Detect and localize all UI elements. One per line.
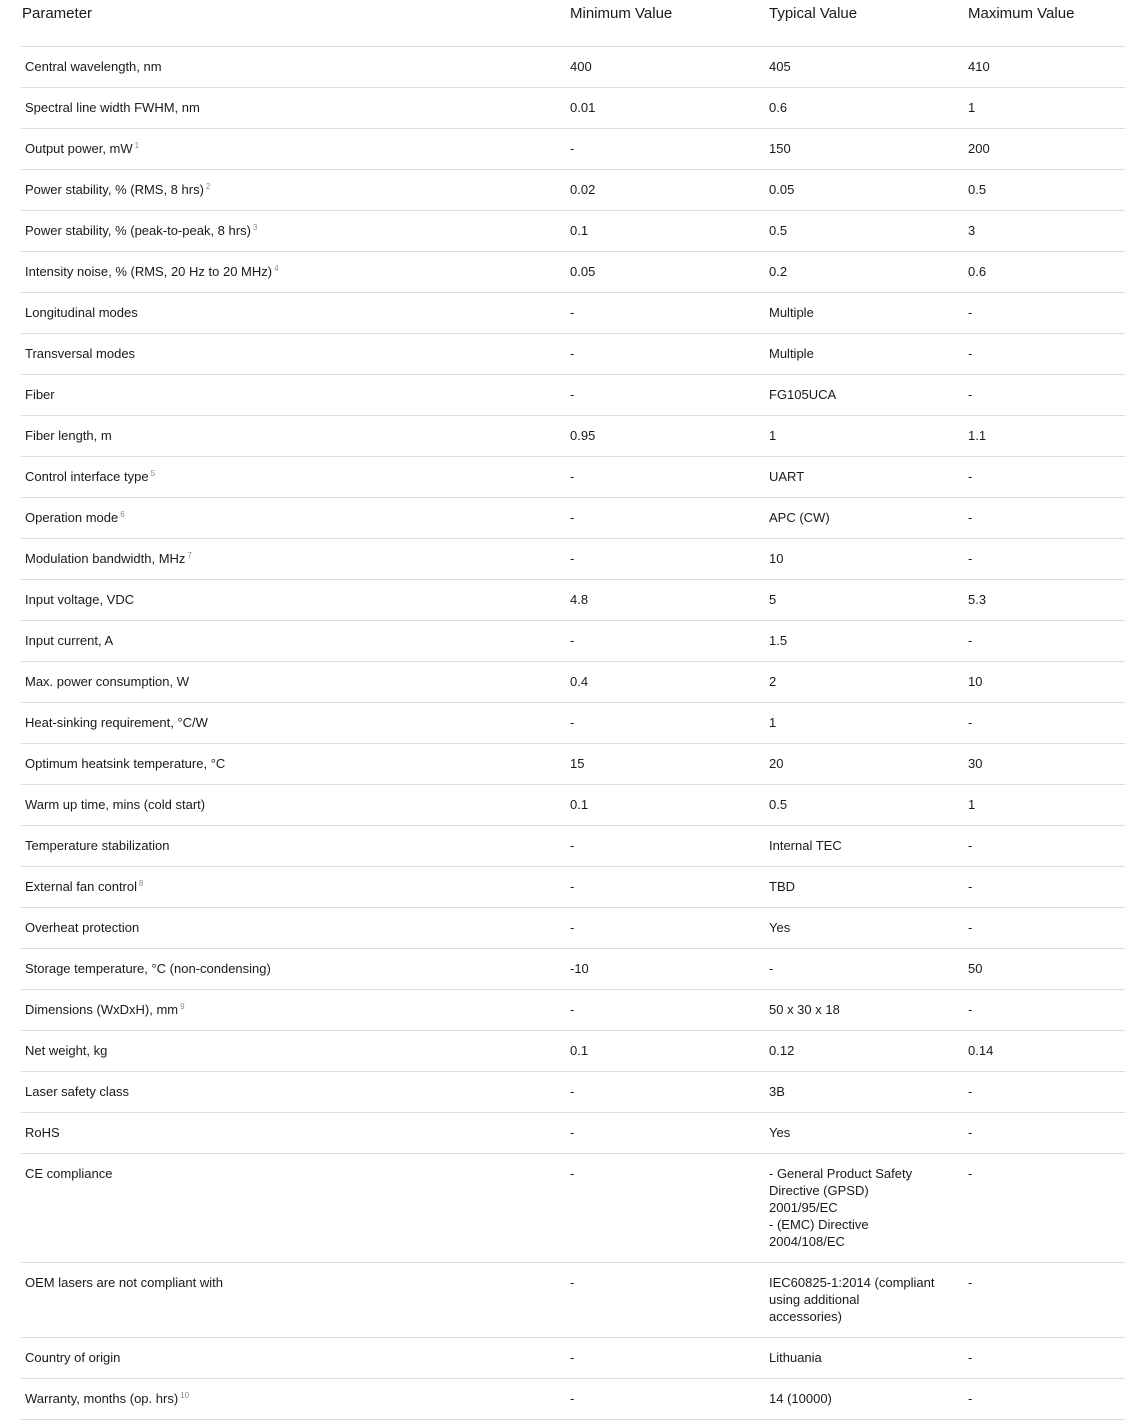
typical-value-cell: 0.12 [769,1031,968,1072]
param-cell [21,1154,570,1263]
table-row [21,1113,1125,1154]
typical-value-cell: 3B [769,1072,968,1113]
typical-value-cell: Internal TEC [769,826,968,867]
param-label: Laser safety class [25,1084,130,1099]
max-value-cell: - [968,1379,1125,1420]
min-value-cell: - [570,990,769,1031]
table-body [21,47,1125,1420]
max-value-cell: - [968,621,1125,662]
footnote-marker: 7 [187,550,192,560]
param-label: RoHS [25,1125,60,1140]
footnote-marker: 4 [274,263,279,273]
max-value-cell: 410 [968,47,1125,88]
param-cell [21,580,570,621]
param-cell [21,334,570,375]
param-cell [21,539,570,580]
max-value-cell: 3 [968,211,1125,252]
max-value-cell: 0.14 [968,1031,1125,1072]
param-cell [21,621,570,662]
table-row [21,908,1125,949]
typical-value-cell: 0.6 [769,88,968,129]
param-label: Operation mode [25,510,119,525]
max-value-cell: - [968,293,1125,334]
min-value-cell: 4.8 [570,580,769,621]
param-label: Warranty, months (op. hrs) [25,1391,179,1406]
min-value-cell: 0.4 [570,662,769,703]
footnote-marker: 8 [139,878,144,888]
footnote-marker: 6 [120,509,125,519]
param-cell [21,662,570,703]
max-value-cell: 5.3 [968,580,1125,621]
param-label: Storage temperature, °C (non-condensing) [25,961,271,976]
min-value-cell: - [570,129,769,170]
param-label: Net weight, kg [25,1043,108,1058]
spec-table [21,0,1125,1420]
typical-value-cell: 0.5 [769,785,968,826]
param-cell [21,990,570,1031]
table-row [21,1031,1125,1072]
min-value-cell: 0.05 [570,252,769,293]
typical-value-cell: 0.5 [769,211,968,252]
param-label: Modulation bandwidth, MHz [25,551,186,566]
min-value-cell: - [570,1154,769,1263]
param-cell [21,47,570,88]
typical-value-cell: 1.5 [769,621,968,662]
max-value-cell: - [968,457,1125,498]
typical-value-cell: - General Product Safety Directive (GPSD) 2001/95/EC - (EMC) Directive 2004/108/EC [769,1154,968,1263]
max-value-cell: 30 [968,744,1125,785]
param-cell [21,867,570,908]
typical-value-cell: 10 [769,539,968,580]
typical-value-cell: 0.05 [769,170,968,211]
table-row [21,170,1125,211]
min-value-cell: 0.02 [570,170,769,211]
param-cell [21,908,570,949]
min-value-cell: - [570,1379,769,1420]
table-row [21,990,1125,1031]
max-value-cell: - [968,990,1125,1031]
typical-value-cell: Multiple [769,293,968,334]
min-value-cell: - [570,539,769,580]
table-row [21,1338,1125,1379]
typical-value-cell: 50 x 30 x 18 [769,990,968,1031]
table-row [21,1154,1125,1263]
min-value-cell: 15 [570,744,769,785]
typical-value-cell: TBD [769,867,968,908]
min-value-cell: - [570,1338,769,1379]
param-label: Warm up time, mins (cold start) [25,797,206,812]
min-value-cell: - [570,826,769,867]
param-cell [21,457,570,498]
param-cell [21,703,570,744]
table-row [21,662,1125,703]
typical-value-cell: 14 (10000) [769,1379,968,1420]
table-row [21,867,1125,908]
table-row [21,949,1125,990]
typical-value-cell: 2 [769,662,968,703]
param-label: Overheat protection [25,920,140,935]
typical-value-cell: 20 [769,744,968,785]
table-row [21,252,1125,293]
table-row [21,293,1125,334]
param-label: Output power, mW [25,141,133,156]
typical-value-cell: - [769,949,968,990]
table-row [21,703,1125,744]
param-cell [21,375,570,416]
table-row [21,1263,1125,1338]
max-value-cell: - [968,826,1125,867]
footnote-marker: 2 [205,181,211,191]
param-label: OEM lasers are not compliant with [25,1275,223,1290]
table-row [21,334,1125,375]
min-value-cell: 0.1 [570,785,769,826]
max-value-cell: - [968,1154,1125,1263]
max-value-cell: - [968,375,1125,416]
typical-value-cell: Multiple [769,334,968,375]
max-value-cell: 1.1 [968,416,1125,457]
min-value-cell: 0.95 [570,416,769,457]
max-value-cell: - [968,867,1125,908]
typical-value-cell: Lithuania [769,1338,968,1379]
param-cell [21,949,570,990]
param-label: Fiber [25,387,55,402]
max-value-cell: - [968,703,1125,744]
max-value-cell: 10 [968,662,1125,703]
max-value-cell: - [968,1263,1125,1338]
table-row [21,498,1125,539]
param-cell [21,1379,570,1420]
table-row [21,47,1125,88]
param-label: Fiber length, m [25,428,112,443]
param-label: Country of origin [25,1350,121,1365]
table-row [21,375,1125,416]
param-cell [21,785,570,826]
param-cell [21,826,570,867]
param-cell [21,416,570,457]
table-row [21,826,1125,867]
typical-value-cell: APC (CW) [769,498,968,539]
min-value-cell: - [570,1072,769,1113]
min-value-cell: - [570,908,769,949]
param-cell [21,211,570,252]
max-value-cell: - [968,1113,1125,1154]
param-cell [21,252,570,293]
header-minimum-value: Minimum Value [570,0,769,47]
min-value-cell: - [570,334,769,375]
param-label: Control interface type [25,469,149,484]
typical-value-cell: 405 [769,47,968,88]
param-cell [21,88,570,129]
typical-value-cell: 1 [769,416,968,457]
table-row [21,129,1125,170]
param-cell [21,744,570,785]
min-value-cell: - [570,293,769,334]
typical-value-cell: Yes [769,1113,968,1154]
table-row [21,785,1125,826]
typical-value-cell: Yes [769,908,968,949]
param-cell [21,170,570,211]
param-label: Transversal modes [25,346,136,361]
max-value-cell: - [968,539,1125,580]
param-label: Max. power consumption, W [25,674,190,689]
max-value-cell: 0.5 [968,170,1125,211]
max-value-cell: 50 [968,949,1125,990]
table-row [21,88,1125,129]
param-label: Intensity noise, % (RMS, 20 Hz to 20 MHz) [25,264,273,279]
param-label: Optimum heatsink temperature, °C [25,756,226,771]
param-cell [21,129,570,170]
footnote-marker: 9 [180,1001,185,1011]
param-cell [21,293,570,334]
param-label: Heat-sinking requirement, °C/W [25,715,208,730]
footnote-marker: 3 [252,222,258,232]
max-value-cell: 1 [968,785,1125,826]
param-cell [21,1263,570,1338]
table-row [21,744,1125,785]
min-value-cell: - [570,703,769,744]
max-value-cell: - [968,1338,1125,1379]
param-cell [21,1113,570,1154]
max-value-cell: - [968,498,1125,539]
min-value-cell: 0.1 [570,1031,769,1072]
table-row [21,1072,1125,1113]
param-label: Temperature stabilization [25,838,170,853]
max-value-cell: - [968,908,1125,949]
footnote-marker: 10 [180,1390,190,1400]
table-row [21,211,1125,252]
footnote-marker: 5 [150,468,156,478]
table-row [21,621,1125,662]
typical-value-cell: IEC60825-1:2014 (compliant using additional accessories) [769,1263,968,1338]
max-value-cell: 200 [968,129,1125,170]
param-label: Input current, A [25,633,114,648]
min-value-cell: - [570,1263,769,1338]
min-value-cell: - [570,1113,769,1154]
param-label: Spectral line width FWHM, nm [25,100,200,115]
typical-value-cell: 0.2 [769,252,968,293]
typical-value-cell: FG105UCA [769,375,968,416]
param-cell [21,1338,570,1379]
min-value-cell: - [570,867,769,908]
param-cell [21,1031,570,1072]
param-label: Input voltage, VDC [25,592,135,607]
min-value-cell: -10 [570,949,769,990]
param-label: CE compliance [25,1166,113,1181]
header-typical-value: Typical Value [769,0,968,47]
param-label: External fan control [25,879,138,894]
table-row [21,539,1125,580]
min-value-cell: - [570,498,769,539]
table-header-row [21,0,1125,47]
table-row [21,416,1125,457]
min-value-cell: - [570,621,769,662]
param-label: Power stability, % (peak-to-peak, 8 hrs) [25,223,251,238]
header-parameter: Parameter [21,0,570,47]
min-value-cell: - [570,457,769,498]
typical-value-cell: UART [769,457,968,498]
min-value-cell: 0.01 [570,88,769,129]
min-value-cell: - [570,375,769,416]
min-value-cell: 0.1 [570,211,769,252]
footnote-marker: 1 [134,140,140,150]
param-label: Power stability, % (RMS, 8 hrs) [25,182,204,197]
param-label: Dimensions (WxDxH), mm [25,1002,179,1017]
max-value-cell: 1 [968,88,1125,129]
param-label: Central wavelength, nm [25,59,162,74]
min-value-cell: 400 [570,47,769,88]
header-maximum-value: Maximum Value [968,0,1125,47]
typical-value-cell: 5 [769,580,968,621]
typical-value-cell: 150 [769,129,968,170]
param-cell [21,498,570,539]
table-row [21,580,1125,621]
typical-value-cell: 1 [769,703,968,744]
max-value-cell: - [968,334,1125,375]
table-row [21,457,1125,498]
param-label: Longitudinal modes [25,305,138,320]
max-value-cell: - [968,1072,1125,1113]
max-value-cell: 0.6 [968,252,1125,293]
param-cell [21,1072,570,1113]
table-row [21,1379,1125,1420]
